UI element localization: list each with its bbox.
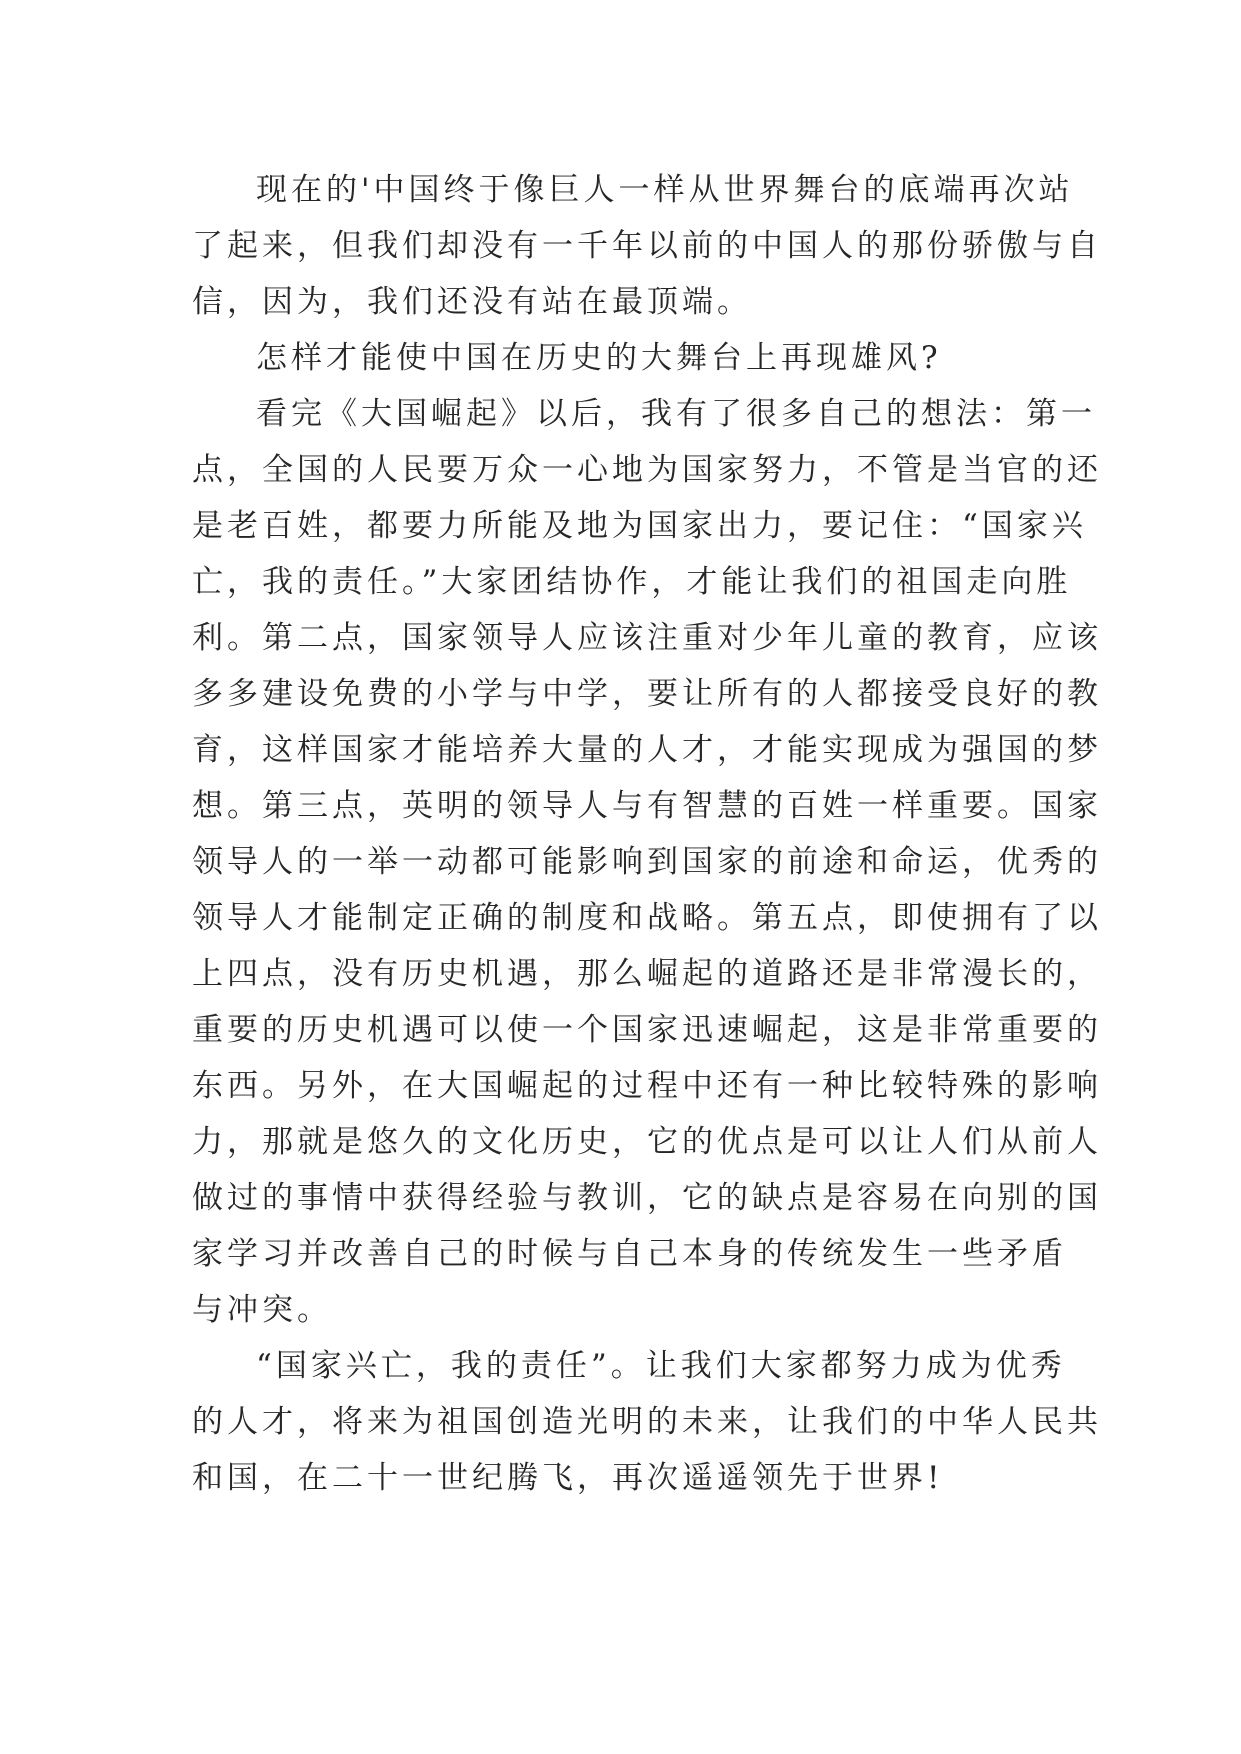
text-line: “国家兴亡，我的责任”。让我们大家都努力成为优秀 bbox=[256, 1348, 1066, 1384]
text-line: 育，这样国家才能培养大量的人才，才能实现成为强国的梦 bbox=[192, 732, 1102, 768]
paragraph-1 bbox=[192, 162, 1102, 330]
paragraph-4 bbox=[192, 1338, 1102, 1506]
text-line: 亡，我的责任。”大家团结协作，才能让我们的祖国走向胜 bbox=[192, 564, 1072, 600]
paragraph-3 bbox=[192, 386, 1102, 1338]
text-line: 领导人的一举一动都可能影响到国家的前途和命运，优秀的 bbox=[192, 844, 1102, 880]
paragraph-2 bbox=[192, 330, 1072, 386]
text-line: 上四点，没有历史机遇，那么崛起的道路还是非常漫长的， bbox=[192, 956, 1102, 992]
text-line: 力，那就是悠久的文化历史，它的优点是可以让人们从前人 bbox=[192, 1124, 1102, 1160]
text-line: 的人才，将来为祖国创造光明的未来，让我们的中华人民共 bbox=[192, 1404, 1102, 1440]
text-line: 了起来，但我们却没有一千年以前的中国人的那份骄傲与自 bbox=[192, 228, 1102, 264]
text-line: 领导人才能制定正确的制度和战略。第五点，即使拥有了以 bbox=[192, 900, 1102, 936]
text-line: 家学习并改善自己的时候与自己本身的传统发生一些矛盾 bbox=[192, 1236, 1067, 1272]
text-line: 多多建设免费的小学与中学，要让所有的人都接受良好的教 bbox=[192, 676, 1102, 712]
text-line: 是老百姓，都要力所能及地为国家出力，要记住：“国家兴 bbox=[192, 508, 1087, 544]
text-line: 和国，在二十一世纪腾飞，再次遥遥领先于世界! bbox=[192, 1460, 944, 1496]
text-line: 信，因为，我们还没有站在最顶端。 bbox=[192, 284, 752, 320]
text-line: 想。第三点，英明的领导人与有智慧的百姓一样重要。国家 bbox=[192, 788, 1102, 824]
text-line: 怎样才能使中国在历史的大舞台上再现雄风? bbox=[256, 340, 942, 376]
text-line: 现在的'中国终于像巨人一样从世界舞台的底端再次站 bbox=[256, 172, 1074, 208]
document-body bbox=[192, 162, 1102, 1506]
text-line: 利。第二点，国家领导人应该注重对少年儿童的教育，应该 bbox=[192, 620, 1102, 656]
text-line: 重要的历史机遇可以使一个国家迅速崛起，这是非常重要的 bbox=[192, 1012, 1102, 1048]
text-line: 东西。另外，在大国崛起的过程中还有一种比较特殊的影响 bbox=[192, 1068, 1102, 1104]
text-line: 看完《大国崛起》以后，我有了很多自己的想法：第一 bbox=[256, 396, 1096, 432]
text-line: 点，全国的人民要万众一心地为国家努力，不管是当官的还 bbox=[192, 452, 1102, 488]
text-line: 做过的事情中获得经验与教训，它的缺点是容易在向别的国 bbox=[192, 1180, 1102, 1216]
text-line: 与冲突。 bbox=[192, 1292, 332, 1328]
